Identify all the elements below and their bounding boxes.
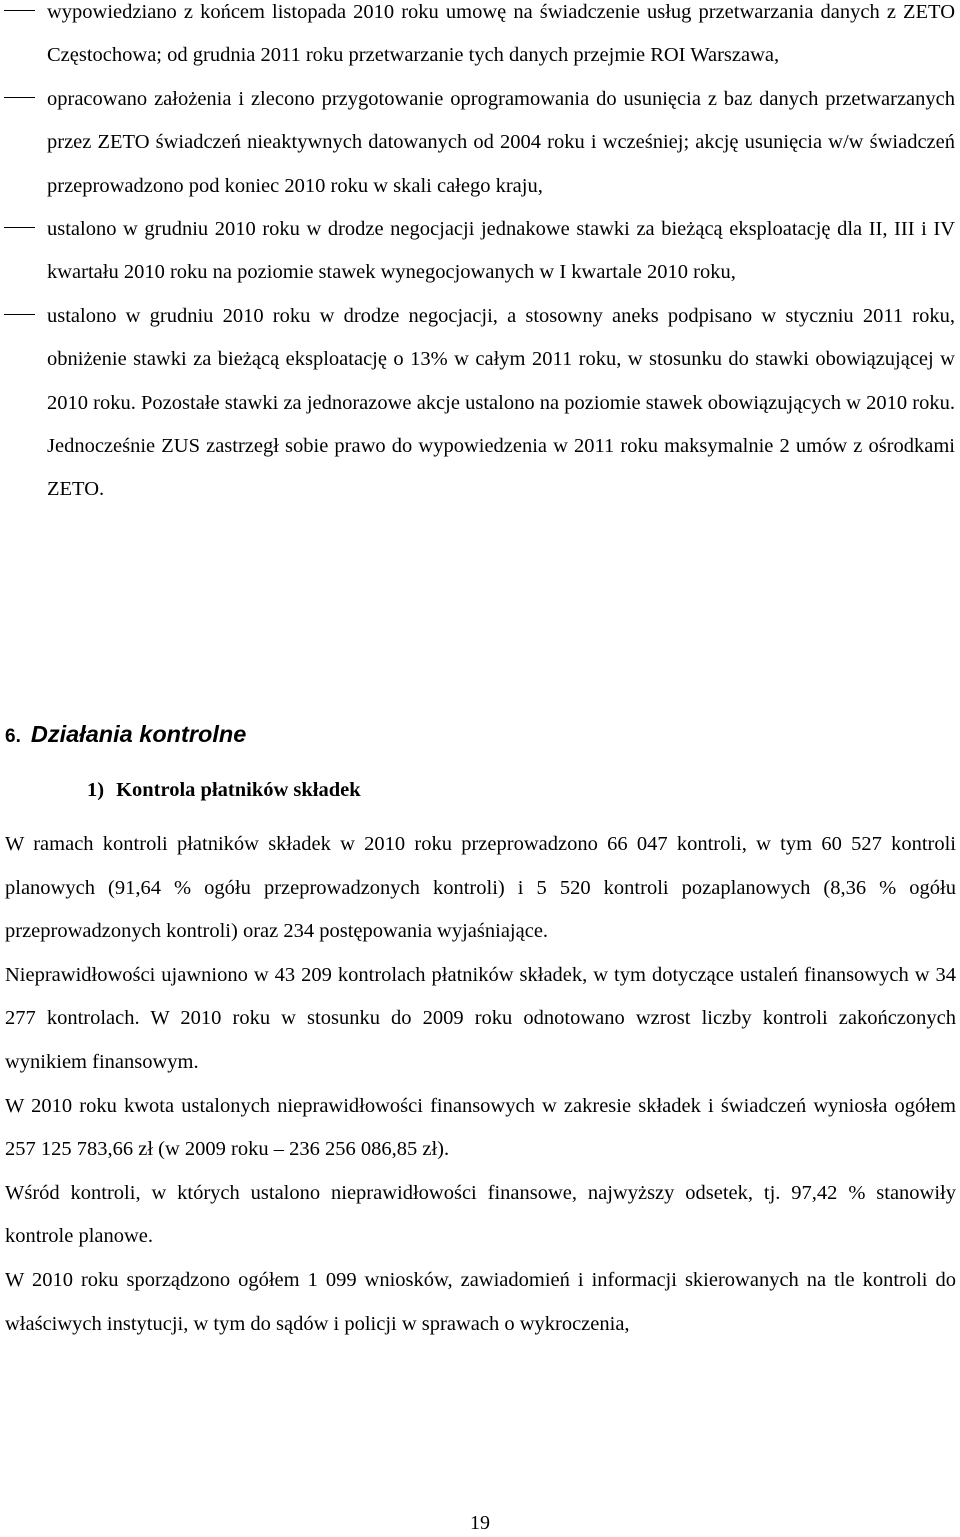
section-title: Działania kontrolne xyxy=(30,721,247,747)
list-item-text: wypowiedziano z końcem listopada 2010 roku umowę na świadczenie usług przetwarzania danych z ZETO Częstochowa; od grudnia 2011 roku przetwarzanie tych danych przejmie ROI Warszawa, xyxy=(47,1,955,67)
paragraph: Wśród kontroli, w których ustalono nieprawidłowości finansowe, najwyższy odsetek, tj. 97,42 % stanowiły kontrole planowe. xyxy=(5,1181,956,1248)
list-item-text: ustalono w grudniu 2010 roku w drodze negocjacji, a stosowny aneks podpisano w styczniu 2011 roku, obniżenie stawki za bieżącą eksploatację o 13% w całym 2011 roku, w stosunku do stawki obowiązującej w 2010 roku. Pozostałe stawki za jednorazowe akcje ustalono na poziomie stawek obowiązujących w 2010 roku. Jednocześnie ZUS zastrzegł sobie prawo do wypowiedzenia w 2011 roku maksymalnie 2 umów z ośrodkami ZETO. xyxy=(47,304,955,501)
paragraph: W 2010 roku sporządzono ogółem 1 099 wniosków, zawiadomień i informacji skierowanych na tle kontroli do właściwych instytucji, w tym do sądów i policji w sprawach o wykroczenia, xyxy=(5,1268,956,1335)
list-item xyxy=(0,208,960,295)
list-item xyxy=(0,78,960,208)
subsection-title: Kontrola płatników składek xyxy=(116,779,361,801)
page-number: 19 xyxy=(470,1512,490,1534)
paragraph: W 2010 roku kwota ustalonych nieprawidłowości finansowych w zakresie składek i świadczeń wyniosła ogółem 257 125 783,66 zł (w 2009 roku – 236 256 086,85 zł). xyxy=(5,1094,956,1161)
list-item xyxy=(0,295,960,512)
list-item xyxy=(0,0,960,78)
bullet-list xyxy=(0,0,960,512)
body-text xyxy=(5,823,956,1346)
subsection-number: 1) xyxy=(87,779,105,801)
list-item-text: ustalono w grudniu 2010 roku w drodze negocjacji jednakowe stawki za bieżącą eksploatację dla II, III i IV kwartału 2010 roku na poziomie stawek wynegocjowanych w I kwartale 2010 roku, xyxy=(47,218,955,284)
section-heading xyxy=(5,710,246,761)
dash-bullet xyxy=(4,314,35,315)
section-number: 6. xyxy=(5,726,21,747)
dash-bullet xyxy=(4,97,35,98)
dash-bullet xyxy=(4,227,35,228)
subsection-heading xyxy=(87,767,361,813)
paragraph: W ramach kontroli płatników składek w 2010 roku przeprowadzono 66 047 kontroli, w tym 60 527 kontroli planowych (91,64 % ogółu przeprowadzonych kontroli) i 5 520 kontroli pozaplanowych (8,36 % ogółu przeprowadzonych kontroli) oraz 234 postępowania wyjaśniające. xyxy=(5,833,956,943)
paragraph: Nieprawidłowości ujawniono w 43 209 kontrolach płatników składek, w tym dotyczące ustaleń finansowych w 34 277 kontrolach. W 2010 roku w stosunku do 2009 roku odnotowano wzrost liczby kontroli zakończonych wynikiem finansowym. xyxy=(5,963,956,1073)
list-item-text: opracowano założenia i zlecono przygotowanie oprogramowania do usunięcia z baz danych przetwarzanych przez ZETO świadczeń nieaktywnych datowanych od 2004 roku i wcześniej; akcję usunięcia w/w świadczeń przeprowadzono pod koniec 2010 roku w skali całego kraju, xyxy=(47,87,955,197)
dash-bullet xyxy=(4,10,35,11)
